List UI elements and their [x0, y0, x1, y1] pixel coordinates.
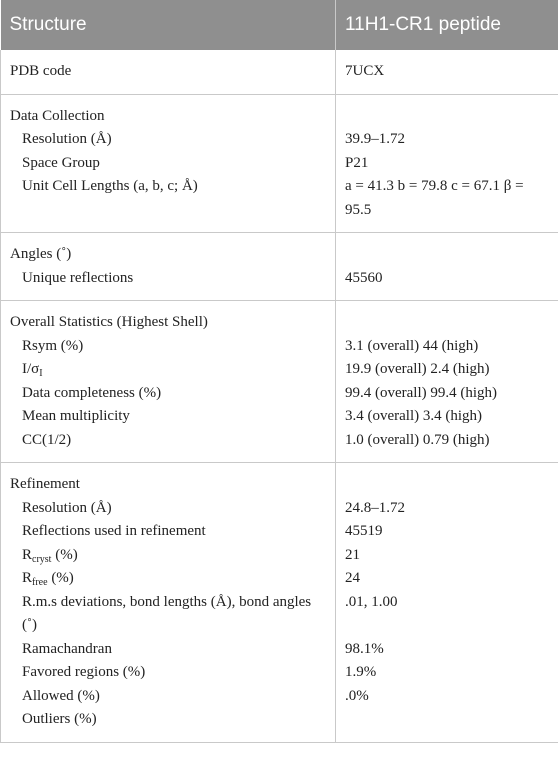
table-row [1, 567, 558, 591]
pdb-value: 7UCX [336, 50, 558, 94]
row-label: R.m.s deviations, bond lengths (Å), bond angles (˚) [1, 591, 336, 638]
row-value: 3.4 (overall) 3.4 (high) [336, 405, 558, 429]
section-angles [1, 233, 558, 301]
section-pdb [1, 50, 558, 94]
table-row [1, 463, 558, 497]
section-overall-statistics [1, 301, 558, 463]
row-value: 19.9 (overall) 2.4 (high) [336, 358, 558, 382]
empty-cell [336, 94, 558, 128]
table-row [1, 128, 558, 152]
section-title: Data Collection [1, 94, 336, 128]
table-row [1, 520, 558, 544]
table-row [1, 50, 558, 94]
row-label: Ramachandran [1, 638, 336, 662]
row-value: a = 41.3 b = 79.8 c = 67.1 β = 95.5 [336, 175, 558, 233]
table-row [1, 591, 558, 638]
table-row [1, 152, 558, 176]
label-suffix: (%) [51, 546, 78, 563]
row-value: 3.1 (overall) 44 (high) [336, 335, 558, 359]
row-value: 1.0 (overall) 0.79 (high) [336, 429, 558, 463]
table-row [1, 267, 558, 301]
table-row [1, 544, 558, 568]
label-subscript: I [39, 368, 43, 379]
table-row [1, 708, 558, 742]
row-value: 99.4 (overall) 99.4 (high) [336, 382, 558, 406]
row-value: 1.9% [336, 661, 558, 685]
row-label: Favored regions (%) [1, 661, 336, 685]
header-row [1, 0, 558, 50]
table-row [1, 358, 558, 382]
table-row [1, 405, 558, 429]
label-suffix: (%) [47, 570, 74, 586]
table-row [1, 638, 558, 662]
row-value: 24 [336, 567, 558, 591]
row-label: Unit Cell Lengths (a, b, c; Å) [1, 175, 336, 233]
row-label: Unique reflections [1, 267, 336, 301]
row-label [1, 567, 336, 591]
table-row [1, 661, 558, 685]
row-value: .01, 1.00 [336, 591, 558, 638]
empty-cell [336, 463, 558, 497]
table-row [1, 175, 558, 233]
row-label: Resolution (Å) [1, 128, 336, 152]
label-subscript: free [32, 577, 48, 588]
section-refinement [1, 463, 558, 743]
pdb-label: PDB code [1, 50, 336, 94]
row-label: Data completeness (%) [1, 382, 336, 406]
row-value: P21 [336, 152, 558, 176]
empty-cell [336, 233, 558, 267]
row-value: 98.1% [336, 638, 558, 662]
row-label: Outliers (%) [1, 708, 336, 742]
row-label: CC(1/2) [1, 429, 336, 463]
row-value: 24.8–1.72 [336, 497, 558, 521]
table-row [1, 233, 558, 267]
row-value: 21 [336, 544, 558, 568]
row-value: 45560 [336, 267, 558, 301]
row-label: Space Group [1, 152, 336, 176]
label-main: R [22, 546, 33, 563]
table-row [1, 94, 558, 128]
empty-cell [336, 301, 558, 335]
row-label: Reflections used in refinement [1, 520, 336, 544]
table-row [1, 382, 558, 406]
header-peptide: 11H1-CR1 peptide [336, 0, 558, 50]
row-label [1, 358, 336, 382]
row-value: 45519 [336, 520, 558, 544]
label-subscript: cryst [32, 553, 52, 565]
section-title: Refinement [1, 463, 336, 497]
section-title: Overall Statistics (Highest Shell) [1, 301, 336, 335]
table-row [1, 429, 558, 463]
row-value: .0% [336, 685, 558, 709]
table-row [1, 497, 558, 521]
row-label: Allowed (%) [1, 685, 336, 709]
table-row [1, 685, 558, 709]
row-label: Rsym (%) [1, 335, 336, 359]
row-label: Resolution (Å) [1, 497, 336, 521]
table-row [1, 335, 558, 359]
section-title: Angles (˚) [1, 233, 336, 267]
header-structure: Structure [1, 0, 336, 50]
row-label: Mean multiplicity [1, 405, 336, 429]
section-data-collection [1, 94, 558, 233]
table-row [1, 301, 558, 335]
row-value [336, 708, 558, 742]
label-main: R [22, 570, 33, 586]
row-value: 39.9–1.72 [336, 128, 558, 152]
row-label [1, 544, 336, 568]
label-main: I/σ [22, 361, 40, 377]
